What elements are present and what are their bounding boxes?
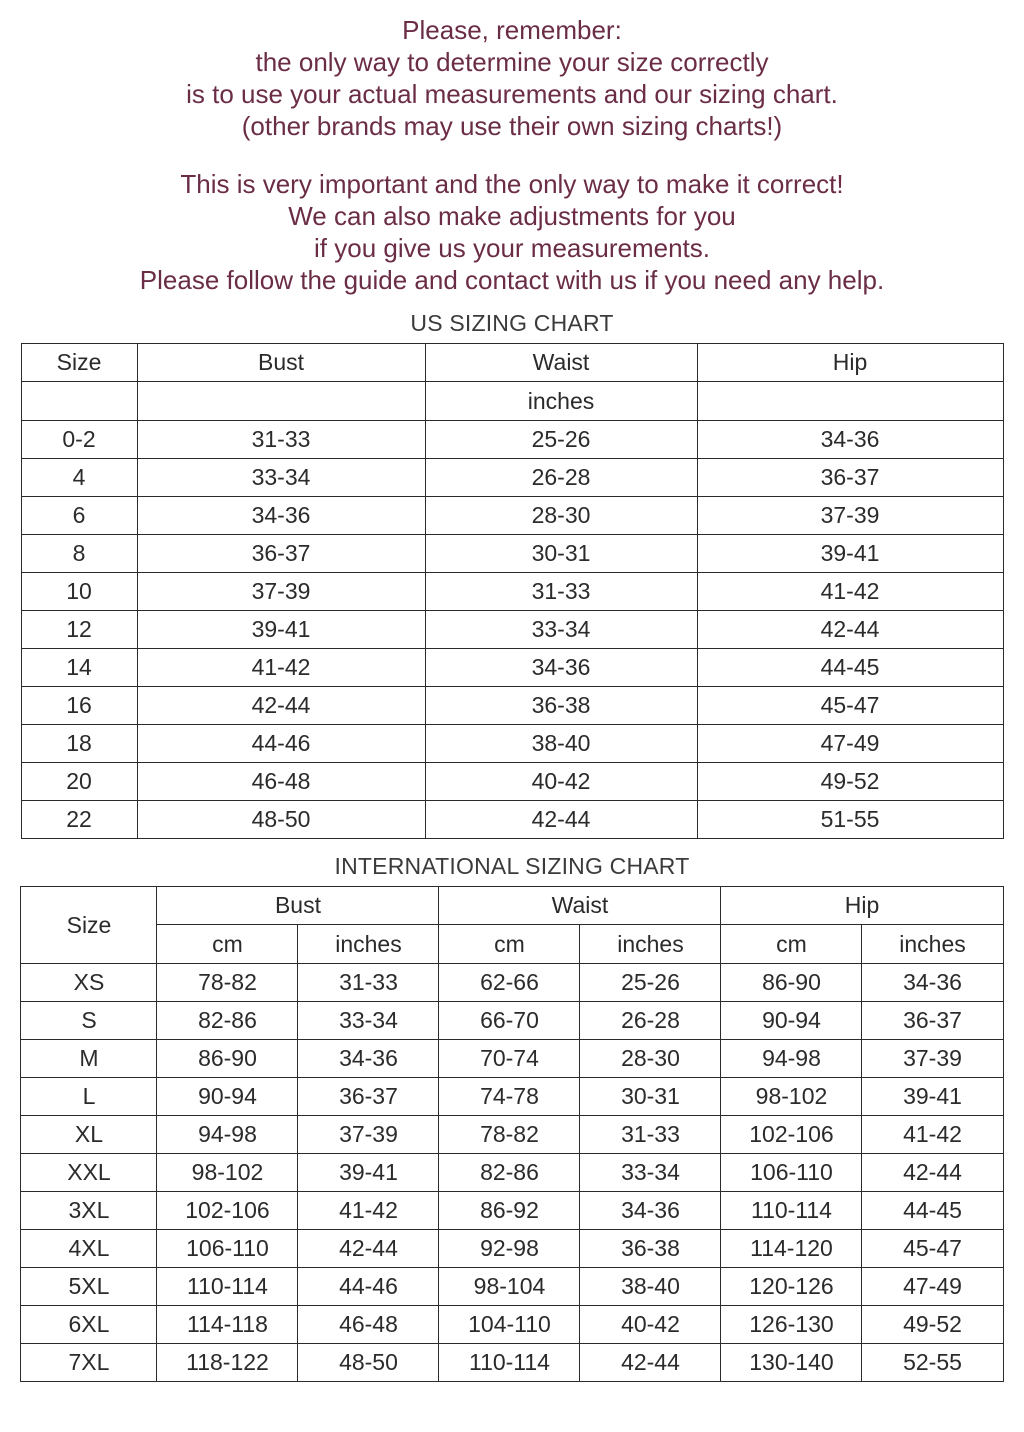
cell-size: 14 [21, 649, 137, 687]
table-row [21, 497, 1003, 535]
cell-hip-cm: 98-102 [721, 1078, 862, 1116]
intro-line: the only way to determine your size correctly [255, 47, 769, 77]
intl-chart-title: INTERNATIONAL SIZING CHART [334, 853, 690, 879]
cell-hip-cm: 110-114 [721, 1192, 862, 1230]
cell-waist-inches: 36-38 [580, 1230, 721, 1268]
cell-hip-inches: 52-55 [862, 1344, 1003, 1382]
cell-hip: 41-42 [697, 573, 1003, 611]
cell-bust-inches: 33-34 [298, 1002, 439, 1040]
unit-cell-empty [137, 382, 425, 421]
cell-size: 22 [21, 801, 137, 839]
cell-waist-cm: 110-114 [439, 1344, 580, 1382]
cell-bust-cm: 78-82 [157, 964, 298, 1002]
cell-size: 18 [21, 725, 137, 763]
table-row [21, 649, 1003, 687]
cell-hip-inches: 44-45 [862, 1192, 1003, 1230]
cell-size: S [21, 1002, 157, 1040]
cell-bust-cm: 86-90 [157, 1040, 298, 1078]
cell-hip-inches: 41-42 [862, 1116, 1003, 1154]
cell-waist-cm: 92-98 [439, 1230, 580, 1268]
cell-bust: 33-34 [137, 459, 425, 497]
cell-size: 6 [21, 497, 137, 535]
table-row [21, 1040, 1003, 1078]
subheader-waist-cm: cm [439, 925, 580, 964]
cell-bust-inches: 31-33 [298, 964, 439, 1002]
cell-hip: 36-37 [697, 459, 1003, 497]
cell-hip: 42-44 [697, 611, 1003, 649]
subheader-hip-cm: cm [721, 925, 862, 964]
cell-size: 4 [21, 459, 137, 497]
intro-line: Please, remember: [402, 15, 622, 45]
column-header-waist: Waist [425, 344, 697, 382]
cell-waist: 31-33 [425, 573, 697, 611]
table-row [21, 573, 1003, 611]
cell-size: M [21, 1040, 157, 1078]
cell-bust: 46-48 [137, 763, 425, 801]
cell-waist-cm: 98-104 [439, 1268, 580, 1306]
cell-size: 12 [21, 611, 137, 649]
intro-text [0, 0, 1024, 296]
cell-waist: 25-26 [425, 421, 697, 459]
cell-size: 0-2 [21, 421, 137, 459]
cell-bust-inches: 46-48 [298, 1306, 439, 1344]
table-row [21, 1154, 1003, 1192]
cell-size: XXL [21, 1154, 157, 1192]
table-row [21, 1116, 1003, 1154]
cell-bust: 36-37 [137, 535, 425, 573]
cell-hip-cm: 130-140 [721, 1344, 862, 1382]
cell-bust-cm: 114-118 [157, 1306, 298, 1344]
cell-waist: 38-40 [425, 725, 697, 763]
cell-hip-inches: 49-52 [862, 1306, 1003, 1344]
table-row [21, 1078, 1003, 1116]
cell-waist-cm: 70-74 [439, 1040, 580, 1078]
intro-line: Please follow the guide and contact with us if you need any help. [139, 265, 885, 295]
us-chart-title: US SIZING CHART [410, 310, 614, 336]
unit-cell-empty [697, 382, 1003, 421]
cell-bust-cm: 110-114 [157, 1268, 298, 1306]
cell-waist: 42-44 [425, 801, 697, 839]
subheader-bust-inches: inches [298, 925, 439, 964]
subheader-bust-cm: cm [157, 925, 298, 964]
cell-waist-cm: 82-86 [439, 1154, 580, 1192]
cell-bust: 42-44 [137, 687, 425, 725]
table-row [21, 421, 1003, 459]
intro-line: (other brands may use their own sizing charts!) [241, 111, 783, 141]
cell-hip: 44-45 [697, 649, 1003, 687]
cell-size: 8 [21, 535, 137, 573]
cell-waist-cm: 78-82 [439, 1116, 580, 1154]
cell-bust-inches: 39-41 [298, 1154, 439, 1192]
column-header-hip: Hip [721, 887, 1003, 925]
table-row [21, 1230, 1003, 1268]
subheader-hip-inches: inches [862, 925, 1003, 964]
cell-bust-inches: 36-37 [298, 1078, 439, 1116]
table-row [21, 964, 1003, 1002]
cell-bust-inches: 48-50 [298, 1344, 439, 1382]
table-row [21, 1192, 1003, 1230]
cell-waist: 26-28 [425, 459, 697, 497]
table-row [21, 1306, 1003, 1344]
cell-bust-inches: 42-44 [298, 1230, 439, 1268]
cell-size: 6XL [21, 1306, 157, 1344]
cell-waist-inches: 42-44 [580, 1344, 721, 1382]
cell-hip-inches: 37-39 [862, 1040, 1003, 1078]
cell-waist-cm: 104-110 [439, 1306, 580, 1344]
cell-hip: 37-39 [697, 497, 1003, 535]
cell-size: 5XL [21, 1268, 157, 1306]
table-row [21, 1344, 1003, 1382]
column-header-hip: Hip [697, 344, 1003, 382]
cell-size: 7XL [21, 1344, 157, 1382]
cell-waist-inches: 40-42 [580, 1306, 721, 1344]
table-unit-row [21, 382, 1003, 421]
cell-size: L [21, 1078, 157, 1116]
cell-bust-inches: 37-39 [298, 1116, 439, 1154]
table-row [21, 1268, 1003, 1306]
cell-bust: 37-39 [137, 573, 425, 611]
column-header-bust: Bust [157, 887, 439, 925]
cell-hip-inches: 34-36 [862, 964, 1003, 1002]
cell-bust-inches: 41-42 [298, 1192, 439, 1230]
column-header-size: Size [21, 887, 157, 964]
cell-waist-inches: 31-33 [580, 1116, 721, 1154]
cell-waist-inches: 34-36 [580, 1192, 721, 1230]
cell-hip-cm: 106-110 [721, 1154, 862, 1192]
cell-hip: 34-36 [697, 421, 1003, 459]
cell-waist-inches: 30-31 [580, 1078, 721, 1116]
cell-hip-cm: 90-94 [721, 1002, 862, 1040]
cell-hip-inches: 39-41 [862, 1078, 1003, 1116]
subheader-waist-inches: inches [580, 925, 721, 964]
cell-waist-inches: 25-26 [580, 964, 721, 1002]
intro-line: This is very important and the only way to make it correct! [180, 169, 844, 199]
cell-hip-cm: 114-120 [721, 1230, 862, 1268]
cell-bust-inches: 44-46 [298, 1268, 439, 1306]
cell-hip-inches: 47-49 [862, 1268, 1003, 1306]
cell-bust-cm: 98-102 [157, 1154, 298, 1192]
cell-bust: 39-41 [137, 611, 425, 649]
cell-waist: 36-38 [425, 687, 697, 725]
cell-waist: 34-36 [425, 649, 697, 687]
cell-size: XL [21, 1116, 157, 1154]
cell-hip-cm: 102-106 [721, 1116, 862, 1154]
cell-bust-cm: 118-122 [157, 1344, 298, 1382]
column-header-size: Size [21, 344, 137, 382]
table-row [21, 459, 1003, 497]
table-row [21, 687, 1003, 725]
cell-bust-cm: 82-86 [157, 1002, 298, 1040]
cell-hip: 49-52 [697, 763, 1003, 801]
cell-waist: 40-42 [425, 763, 697, 801]
cell-hip: 39-41 [697, 535, 1003, 573]
cell-waist-inches: 28-30 [580, 1040, 721, 1078]
table-row [21, 535, 1003, 573]
column-header-bust: Bust [137, 344, 425, 382]
cell-bust-cm: 102-106 [157, 1192, 298, 1230]
cell-hip: 51-55 [697, 801, 1003, 839]
cell-size: 20 [21, 763, 137, 801]
cell-hip: 47-49 [697, 725, 1003, 763]
cell-bust: 44-46 [137, 725, 425, 763]
cell-bust-cm: 90-94 [157, 1078, 298, 1116]
table-row [21, 725, 1003, 763]
table-row [21, 763, 1003, 801]
intro-line: We can also make adjustments for you [288, 201, 736, 231]
unit-cell-inches: inches [425, 382, 697, 421]
cell-hip-inches: 36-37 [862, 1002, 1003, 1040]
cell-bust: 41-42 [137, 649, 425, 687]
table-subheader-row [21, 925, 1003, 964]
international-sizing-table [20, 886, 1003, 1382]
table-header-row [21, 344, 1003, 382]
cell-hip-inches: 45-47 [862, 1230, 1003, 1268]
cell-size: 4XL [21, 1230, 157, 1268]
cell-size: XS [21, 964, 157, 1002]
cell-hip-cm: 86-90 [721, 964, 862, 1002]
intro-line: if you give us your measurements. [314, 233, 710, 263]
cell-size: 3XL [21, 1192, 157, 1230]
cell-size: 10 [21, 573, 137, 611]
cell-waist: 30-31 [425, 535, 697, 573]
table-row [21, 611, 1003, 649]
unit-cell-empty [21, 382, 137, 421]
intro-line: is to use your actual measurements and our sizing chart. [186, 79, 838, 109]
cell-hip-cm: 126-130 [721, 1306, 862, 1344]
cell-bust: 34-36 [137, 497, 425, 535]
cell-bust: 48-50 [137, 801, 425, 839]
us-sizing-table [21, 343, 1004, 839]
cell-hip: 45-47 [697, 687, 1003, 725]
cell-hip-inches: 42-44 [862, 1154, 1003, 1192]
cell-bust-cm: 106-110 [157, 1230, 298, 1268]
cell-waist-inches: 38-40 [580, 1268, 721, 1306]
table-row [21, 801, 1003, 839]
cell-hip-cm: 94-98 [721, 1040, 862, 1078]
cell-waist: 28-30 [425, 497, 697, 535]
table-row [21, 1002, 1003, 1040]
cell-waist-cm: 74-78 [439, 1078, 580, 1116]
cell-hip-cm: 120-126 [721, 1268, 862, 1306]
table-header-row [21, 887, 1003, 925]
cell-bust-inches: 34-36 [298, 1040, 439, 1078]
cell-waist: 33-34 [425, 611, 697, 649]
cell-bust: 31-33 [137, 421, 425, 459]
cell-waist-inches: 33-34 [580, 1154, 721, 1192]
cell-waist-cm: 86-92 [439, 1192, 580, 1230]
cell-size: 16 [21, 687, 137, 725]
cell-waist-cm: 66-70 [439, 1002, 580, 1040]
intro-spacer [0, 142, 1024, 168]
cell-bust-cm: 94-98 [157, 1116, 298, 1154]
column-header-waist: Waist [439, 887, 721, 925]
cell-waist-cm: 62-66 [439, 964, 580, 1002]
cell-waist-inches: 26-28 [580, 1002, 721, 1040]
